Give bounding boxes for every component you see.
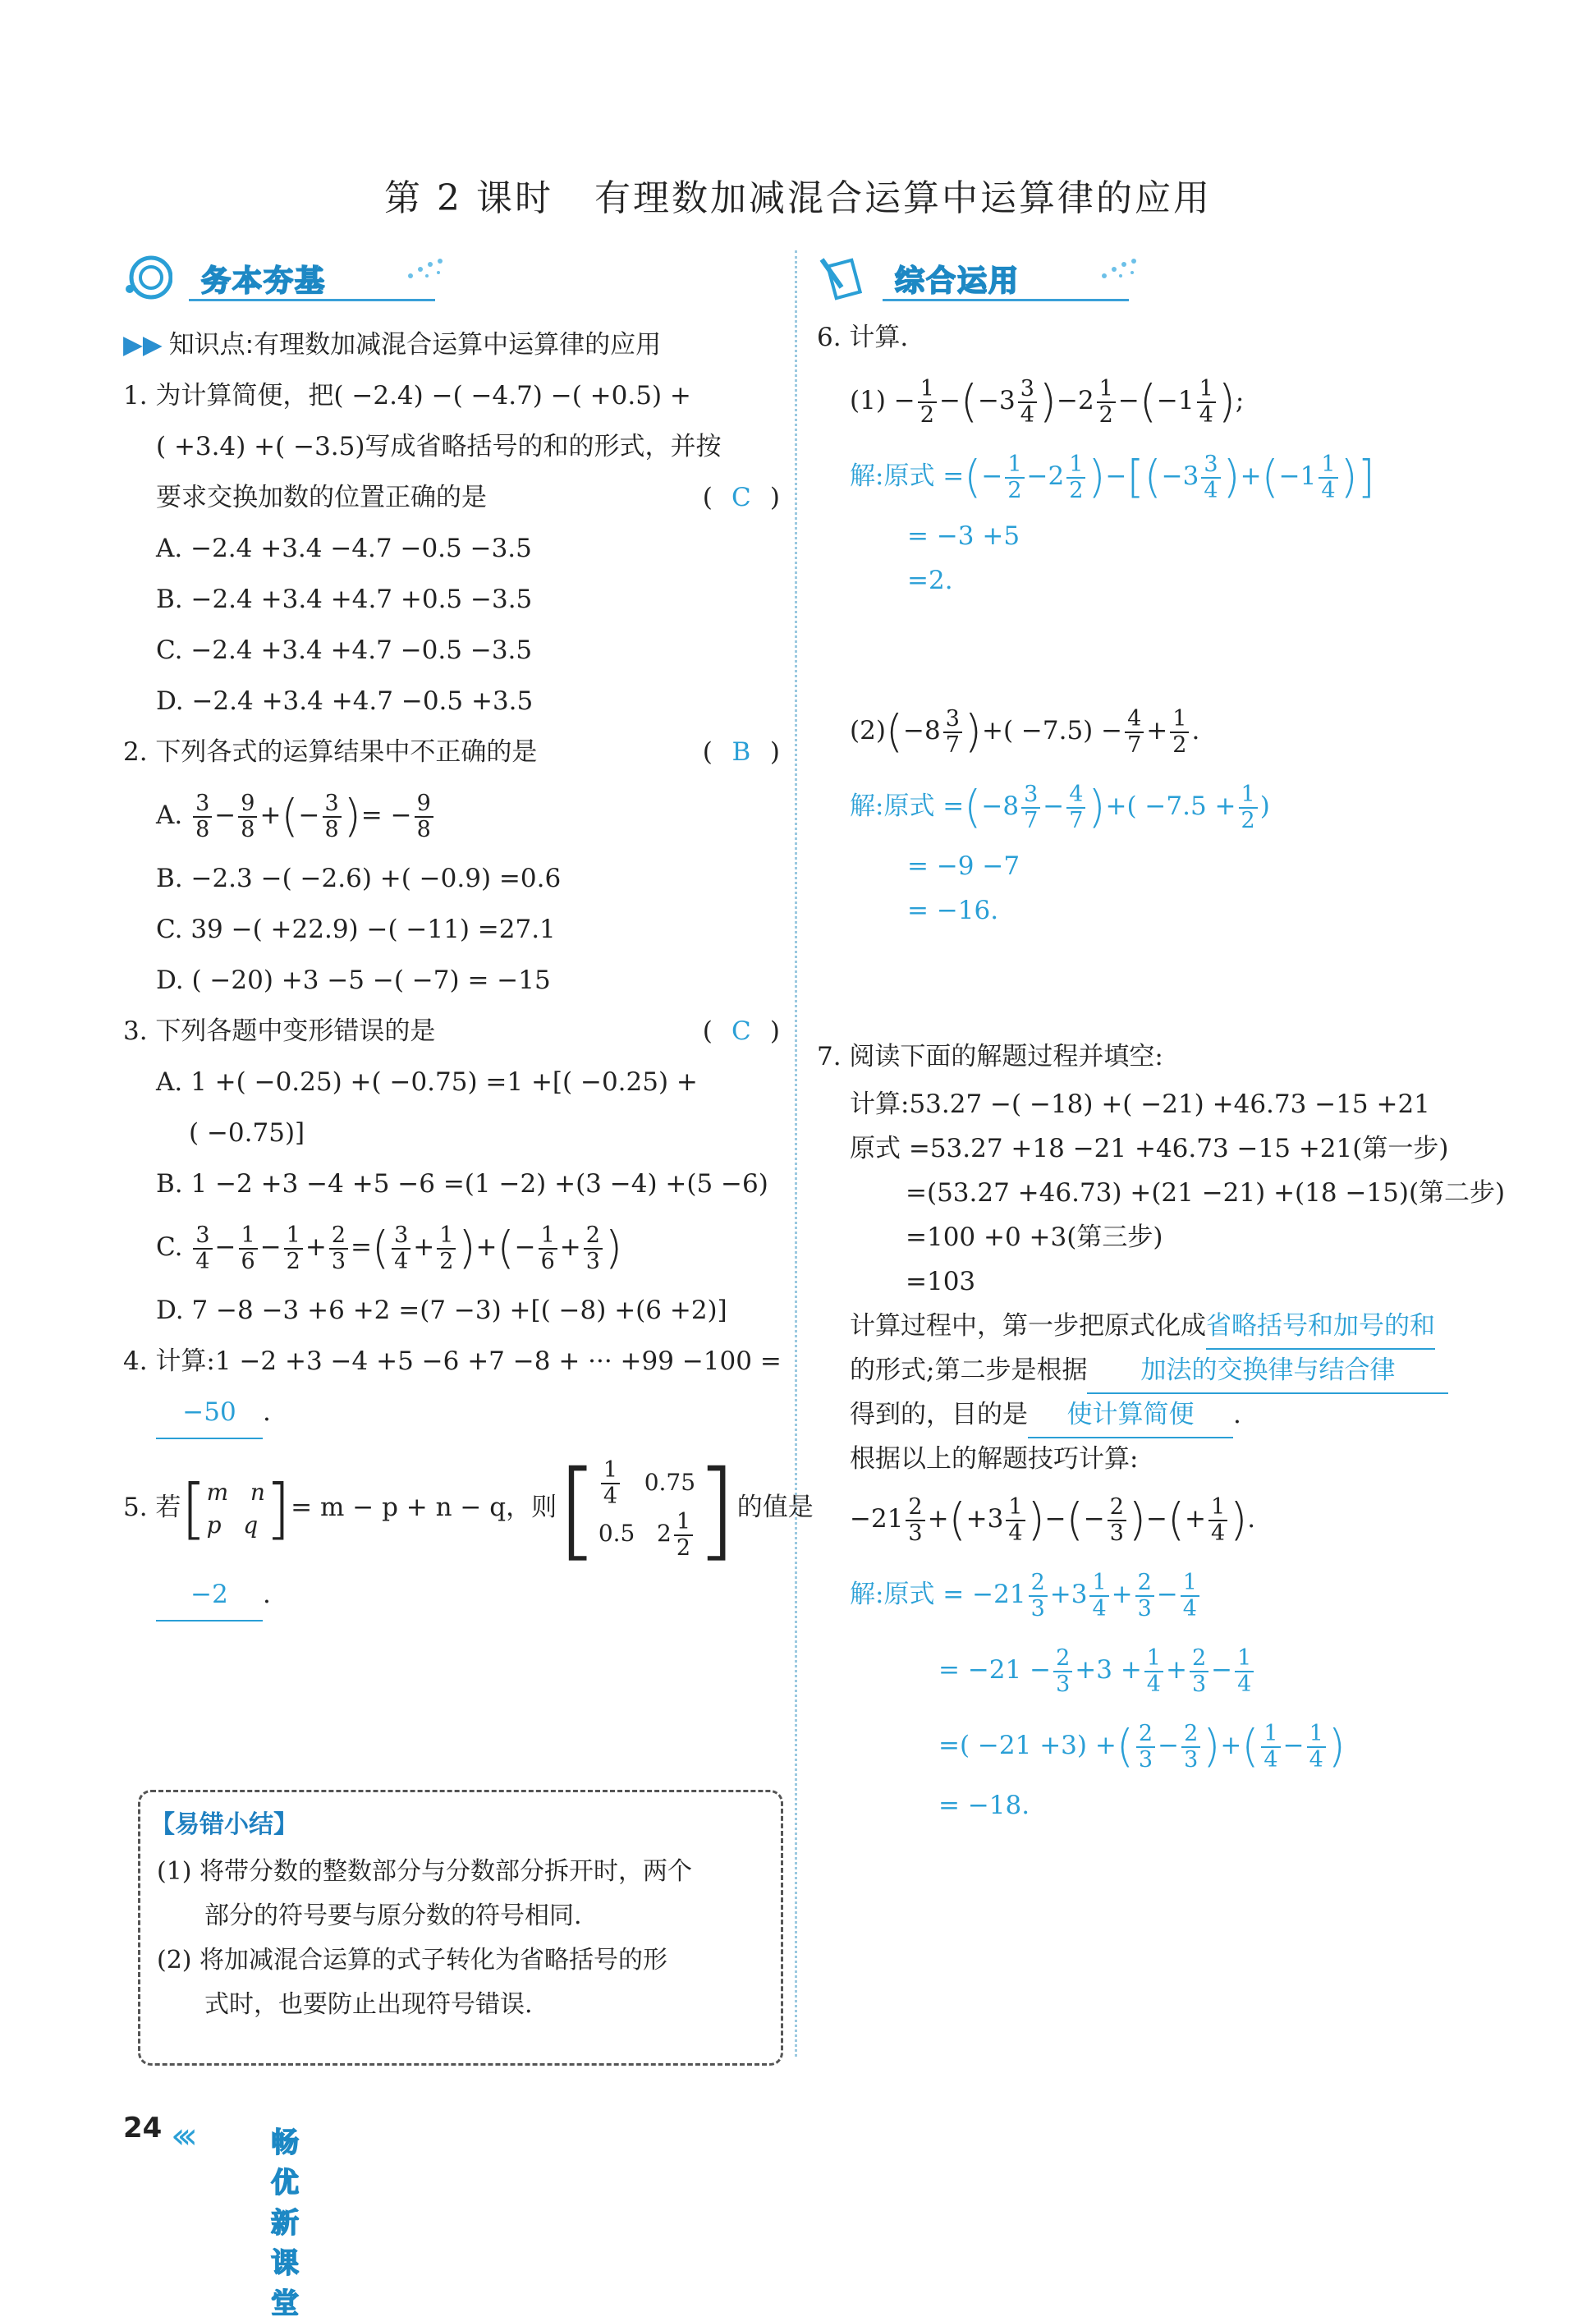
- q7-expression: −21 $\frac{2}{3}$ +(+3 $\frac{1}{4}$ )−(− $\frac{2}{3}$ )−(+ $\frac{1}{4}$ ).: [850, 1493, 1256, 1546]
- q3-option-d: D. 7 −8 −3 +6 +2 =(7 −3) +[( −8) +(6 +2)]: [156, 1296, 727, 1325]
- q5-stem: 5. 若[ m n p q ]= m − p + n − q，则[ $\frac{1}{4}$ 0.75 0.5 2 $\frac{1}{2}$ ]的值是: [123, 1447, 814, 1572]
- swirl-icon: [123, 255, 172, 300]
- q1-option-d: D. −2.4 +3.4 +4.7 −0.5 +3.5: [156, 686, 534, 716]
- column-divider: [795, 250, 797, 2057]
- brand-name: 畅优新课堂: [271, 2126, 302, 2320]
- q7-solution: 解:原式 = −21 $\frac{2}{3}$ +3 $\frac{1}{4}$ + $\frac{2}{3}$ − $\frac{1}{4}$: [817, 1557, 1474, 1632]
- q2-option-c: C. 39 −( +22.9) −( −11) =27.1: [156, 915, 556, 944]
- q1-option-b: B. −2.4 +3.4 +4.7 +0.5 −3.5: [156, 585, 533, 614]
- q3-option-a: A. 1 +( −0.25) +( −0.75) =1 +[( −0.25) +: [156, 1067, 698, 1097]
- q5-answer: −2: [156, 1569, 263, 1621]
- dots-icon: [1096, 251, 1145, 284]
- q1-answer: ( C ): [702, 483, 780, 512]
- q2-option-a: A. $\frac{3}{8}$ − $\frac{9}{8}$ +(− $\frac{3}{8}$ )= − $\frac{9}{8}$: [123, 777, 788, 853]
- right-column: 综合运用 6. 计算. (1) − $\frac{1}{2}$ −(−3 $\frac{3}{4}$ )−2 $\frac{1}{2}$ −(−1 $\frac{1}{4}$ ); 解:原式 =(− $\frac{1}{2}$ −2 $\frac{1}{2}$ )−[(−3 $\frac{3}{4}$ )+(−1 $\frac{1}{4}$ )] = −3 +5 =2. (2)(−8 $\frac{3}{7}$ )+( −7.5) − $\frac{4}{7}$ + $\frac{1}{2}$ . 解:原式 =(−8 $\frac{3}{7}$ − $\frac{4}{7}$ )+( −7.5 + $\frac{1}{2}$ ) = −9 −7 = −16. 7. 阅读下面的解题过程并填空: 计算:53.27 −( −18) +( −21) +46.73 −15 +21 原式 =53.27 +18 −21 +46.73 −15 +21(第一步) =(53.27 +46.73) +(21 −21) +(18 −15)(第二步) =100 +0 +3(第三步) =103 计算过程中，第一步把原式化成省略括号和加号的和 的形式;第二步是根据 加法的交换律与结合律 得到的，目的是 使计算简便 . 根据以上的解题技巧计算: −21 $\frac{2}{3}$ +(+3 $\frac{1}{4}$ )−(− $\frac{2}{3}$ )−(+ $\frac{1}{4}$ ). 解:原式 = −21 $\frac{2}{3}$ +3 $\frac{1}{4}$ + $\frac{2}{3}$ − $\frac{1}{4}$ = −21 − $\frac{2}{3}$ +3 + $\frac{1}{4}$ + $\frac{2}{3}$ − $\frac{1}{4}$ =( −21 +3) +( $\frac{2}{3}$ − $\frac{2}{3}$ )+( $\frac{1}{4}$ − $\frac{1}{4}$ ) = −18.: [817, 246, 1474, 1828]
- q4-answer: −50: [156, 1387, 263, 1439]
- q2-option-b: B. −2.3 −( −2.6) +( −0.9) =0.6: [156, 864, 562, 893]
- double-arrow-icon: ▶▶: [123, 330, 163, 360]
- q3-option-c: C. $\frac{3}{4}$ − $\frac{1}{6}$ − $\frac{1}{2}$ + $\frac{2}{3}$ =( $\frac{3}{4}$ + $\frac{1}{2}$ )+(− $\frac{1}{6}$ + $\frac{2}{3}$ ): [156, 1222, 623, 1274]
- q3-stem: 3. 下列各题中变形错误的是 ( C ): [123, 1006, 788, 1057]
- q2-answer: ( B ): [702, 737, 780, 767]
- q7-blank-3: 使计算简便: [1028, 1392, 1233, 1438]
- q1-option-c: C. −2.4 +3.4 +4.7 −0.5 −3.5: [156, 635, 533, 665]
- q7-blank-2: 加法的交换律与结合律: [1087, 1348, 1448, 1394]
- q1-option-a: A. −2.4 +3.4 −4.7 −0.5 −3.5: [156, 534, 532, 563]
- left-column: 务本夯基 ▶▶ 知识点:有理数加减混合运算中运算律的应用 1. 为计算简便，把( −2.4) −( −4.7) −( +0.5) + ( +3.4) +( −3.5)写成省略括号的和的形式，并按 要求交换加数的位置正确的是 ( C ) A. −2.4 +3.4 −4.7 −0.5 −3.5 B. −2.4 +3.4 +4.7 +0.5 −3.5 C. −2.4 +3.4 +4.7 −0.5 −3.5 D. −2.4 +3.4 +4.7 −0.5 +3.5 2. 下列各式的运算结果中不正确的是 ( B ) A. $\frac{3}{8}$ − $\frac{9}{8}$ +(− $\frac{3}{8}$ )= − $\frac{9}{8}$ B. −2.3 −( −2.6) +( −0.9) =0.6 C. 39 −( +22.9) −( −11) =27.1 D. ( −20) +3 −5 −( −7) = −15 3. 下列各题中变形错误的是 ( C ) A. 1 +( −0.25) +( −0.75) =1 +[( −0.25) + ( −0.75)] B. 1 −2 +3 −4 +5 −6 =(1 −2) +(3 −4) +(5 −6) C. $\frac{3}{4}$ − $\frac{1}{6}$ − $\frac{1}{2}$ + $\frac{2}{3}$ =( $\frac{3}{4}$ + $\frac{1}{2}$ )+(− $\frac{1}{6}$ + $\frac{2}{3}$ ) D. 7 −8 −3 +6 +2 =(7 −3) +[( −8) +(6 +2)] 4. 计算:1 −2 +3 −4 +5 −6 +7 −8 + ··· +99 −100 = −50 . 5. 若[ m n p q ]= m − p + n − q，则[ $\frac{1}{4}$ 0.75 0.5 2 $\frac{1}{2}$ ]的值是 −2 .: [123, 246, 788, 1620]
- q3-option-b: B. 1 −2 +3 −4 +5 −6 =(1 −2) +(3 −4) +(5 −6): [156, 1169, 768, 1199]
- q6-stem: 6. 计算.: [817, 323, 909, 352]
- q7-stem: 7. 阅读下面的解题过程并填空:: [817, 1042, 1163, 1071]
- q6-solution1: 解:原式 =(− $\frac{1}{2}$ −2 $\frac{1}{2}$ )−[(−3 $\frac{3}{4}$ )+(−1 $\frac{1}{4}$ )]: [850, 451, 1375, 503]
- q6-part1: (1) − $\frac{1}{2}$ −(−3 $\frac{3}{4}$ )−2 $\frac{1}{2}$ −(−1 $\frac{1}{4}$ );: [850, 375, 1245, 428]
- q6-part2: (2)(−8 $\frac{3}{7}$ )+( −7.5) − $\frac{4}{7}$ + $\frac{1}{2}$ .: [850, 705, 1200, 758]
- q3-answer: ( C ): [702, 1016, 780, 1046]
- section-banner-right: 综合运用: [817, 246, 1474, 312]
- pencil-note-icon: [817, 255, 866, 300]
- q2-stem: 2. 下列各式的运算结果中不正确的是 ( B ): [123, 727, 788, 777]
- chevron-left-icon: ‹‹‹: [171, 2115, 190, 2157]
- q2-option-d: D. ( −20) +3 −5 −( −7) = −15: [156, 966, 551, 995]
- q1-stem: 1. 为计算简便，把( −2.4) −( −4.7) −( +0.5) +: [123, 381, 691, 411]
- dots-icon: [402, 251, 452, 284]
- q4-stem: 4. 计算:1 −2 +3 −4 +5 −6 +7 −8 + ··· +99 −100 =: [123, 1346, 782, 1376]
- page-title: 第 2 课时 有理数加减混合运算中运算律的应用: [384, 177, 1212, 219]
- knowledge-point: ▶▶ 知识点:有理数加减混合运算中运算律的应用: [123, 330, 662, 360]
- page-number: 24: [123, 2112, 163, 2144]
- error-summary-box: 【易错小结】 (1) 将带分数的整数部分与分数部分拆开时，两个 部分的符号要与原分数的符号相同. (2) 将加减混合运算的式子转化为省略括号的形 式时，也要防止出现符号错误.: [138, 1790, 783, 2066]
- section-banner-left: 务本夯基: [123, 246, 788, 312]
- q7-blank-1: 省略括号和加号的和: [1206, 1304, 1435, 1350]
- q6-solution2: 解:原式 =(−8 $\frac{3}{7}$ − $\frac{4}{7}$ )+( −7.5 + $\frac{1}{2}$ ): [850, 781, 1270, 833]
